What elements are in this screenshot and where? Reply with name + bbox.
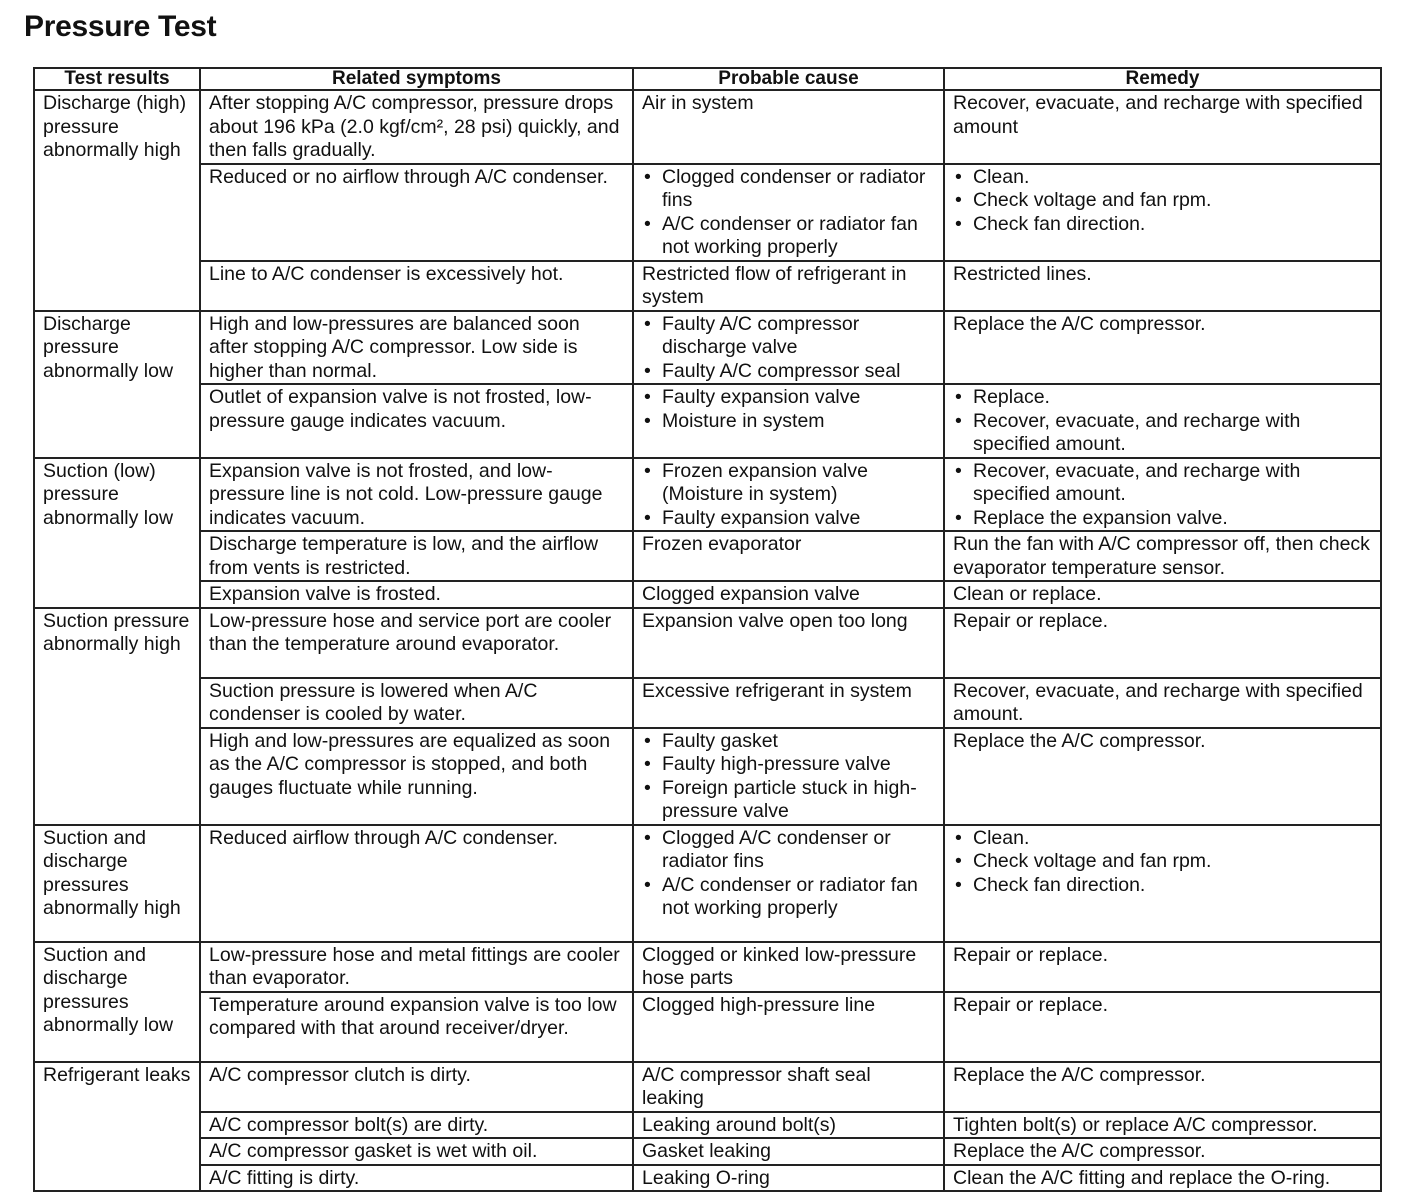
cause-list <box>642 730 935 824</box>
remedy-list-item: • Recover, evacuate, and recharge with specified amount. <box>953 410 1372 457</box>
symptom-cell: A/C fitting is dirty. <box>200 1165 633 1192</box>
header-test-results: Test results <box>34 68 200 90</box>
test-result-cell: Suction and discharge pressures abnormally high <box>34 825 200 942</box>
remedy-list-item: • Replace. <box>953 386 1372 410</box>
cause-cell: Leaking around bolt(s) <box>633 1112 944 1139</box>
table-row <box>34 458 1381 532</box>
table-row <box>34 992 1381 1062</box>
table-row <box>34 581 1381 608</box>
table-row <box>34 678 1381 728</box>
symptom-cell: High and low-pressures are equalized as soon as the A/C compressor is stopped, and both gauges fluctuate while running. <box>200 728 633 825</box>
remedy-list-item: • Clean. <box>953 827 1372 851</box>
cause-list-item: • Faulty A/C compressor seal <box>642 360 935 384</box>
cause-cell: Air in system <box>633 90 944 164</box>
symptom-cell: Expansion valve is not frosted, and low-pressure line is not cold. Low-pressure gauge indicates vacuum. <box>200 458 633 532</box>
remedy-cell: Run the fan with A/C compressor off, then check evaporator temperature sensor. <box>944 531 1381 581</box>
remedy-cell <box>944 825 1381 942</box>
symptom-cell: A/C compressor clutch is dirty. <box>200 1062 633 1112</box>
cause-list-item: • Moisture in system <box>642 410 935 434</box>
symptom-cell: Low-pressure hose and metal fittings are cooler than evaporator. <box>200 942 633 992</box>
cause-cell <box>633 311 944 385</box>
table-row <box>34 1062 1381 1112</box>
cause-cell <box>633 458 944 532</box>
table-row <box>34 164 1381 261</box>
test-result-cell: Discharge pressure abnormally low <box>34 311 200 458</box>
symptom-cell: Outlet of expansion valve is not frosted, low-pressure gauge indicates vacuum. <box>200 384 633 458</box>
cause-list <box>642 460 935 531</box>
header-row <box>34 68 1381 90</box>
cause-list <box>642 386 935 433</box>
remedy-cell: Restricted lines. <box>944 261 1381 311</box>
cause-cell: Restricted flow of refrigerant in system <box>633 261 944 311</box>
cause-list-item: • A/C condenser or radiator fan not working properly <box>642 213 935 260</box>
remedy-list-item: • Replace the expansion valve. <box>953 507 1372 531</box>
remedy-cell: Replace the A/C compressor. <box>944 728 1381 825</box>
symptom-cell: High and low-pressures are balanced soon after stopping A/C compressor. Low side is higher than normal. <box>200 311 633 385</box>
remedy-cell: Replace the A/C compressor. <box>944 311 1381 385</box>
remedy-cell: Tighten bolt(s) or replace A/C compressor. <box>944 1112 1381 1139</box>
header-probable-cause: Probable cause <box>633 68 944 90</box>
remedy-list <box>953 386 1372 457</box>
symptom-cell: Temperature around expansion valve is too low compared with that around receiver/dryer. <box>200 992 633 1062</box>
cause-cell <box>633 384 944 458</box>
cause-list <box>642 313 935 384</box>
table-row <box>34 531 1381 581</box>
remedy-list-item: • Recover, evacuate, and recharge with specified amount. <box>953 460 1372 507</box>
cause-list-item: • Faulty gasket <box>642 730 935 754</box>
cause-list-item: • A/C condenser or radiator fan not working properly <box>642 874 935 921</box>
symptom-cell: Low-pressure hose and service port are cooler than the temperature around evaporator. <box>200 608 633 678</box>
test-result-cell: Suction (low) pressure abnormally low <box>34 458 200 608</box>
table-row <box>34 311 1381 385</box>
remedy-list <box>953 460 1372 531</box>
cause-cell: Expansion valve open too long <box>633 608 944 678</box>
table-body <box>34 90 1381 1191</box>
cause-cell: A/C compressor shaft seal leaking <box>633 1062 944 1112</box>
table-row <box>34 384 1381 458</box>
remedy-cell: Replace the A/C compressor. <box>944 1138 1381 1165</box>
cause-cell: Clogged high-pressure line <box>633 992 944 1062</box>
remedy-cell: Repair or replace. <box>944 942 1381 992</box>
cause-cell: Leaking O-ring <box>633 1165 944 1192</box>
pressure-test-table <box>33 67 1382 1192</box>
remedy-list-item: • Check fan direction. <box>953 874 1372 898</box>
cause-cell <box>633 728 944 825</box>
table-row <box>34 942 1381 992</box>
remedy-cell: Repair or replace. <box>944 992 1381 1062</box>
remedy-cell <box>944 164 1381 261</box>
header-remedy: Remedy <box>944 68 1381 90</box>
symptom-cell: Suction pressure is lowered when A/C condenser is cooled by water. <box>200 678 633 728</box>
table-row <box>34 1138 1381 1165</box>
remedy-list-item: • Check fan direction. <box>953 213 1372 237</box>
remedy-list-item: • Check voltage and fan rpm. <box>953 189 1372 213</box>
table-row <box>34 1165 1381 1192</box>
remedy-cell: Recover, evacuate, and recharge with specified amount <box>944 90 1381 164</box>
test-result-cell: Refrigerant leaks <box>34 1062 200 1192</box>
header-related-symptoms: Related symptoms <box>200 68 633 90</box>
remedy-cell: Replace the A/C compressor. <box>944 1062 1381 1112</box>
cause-cell: Gasket leaking <box>633 1138 944 1165</box>
cause-list-item: • Frozen expansion valve (Moisture in system) <box>642 460 935 507</box>
cause-cell: Clogged expansion valve <box>633 581 944 608</box>
remedy-cell <box>944 384 1381 458</box>
symptom-cell: Reduced airflow through A/C condenser. <box>200 825 633 942</box>
cause-cell <box>633 825 944 942</box>
cause-list-item: • Faulty A/C compressor discharge valve <box>642 313 935 360</box>
cause-list <box>642 166 935 260</box>
cause-cell <box>633 164 944 261</box>
cause-list <box>642 827 935 921</box>
table-row <box>34 825 1381 942</box>
cause-list-item: • Clogged A/C condenser or radiator fins <box>642 827 935 874</box>
symptom-cell: Reduced or no airflow through A/C condenser. <box>200 164 633 261</box>
test-result-cell: Discharge (high) pressure abnormally high <box>34 90 200 311</box>
remedy-list-item: • Check voltage and fan rpm. <box>953 850 1372 874</box>
table-row <box>34 261 1381 311</box>
cause-list-item: • Faulty high-pressure valve <box>642 753 935 777</box>
symptom-cell: Expansion valve is frosted. <box>200 581 633 608</box>
remedy-cell: Clean or replace. <box>944 581 1381 608</box>
table-row <box>34 1112 1381 1139</box>
cause-list-item: • Clogged condenser or radiator fins <box>642 166 935 213</box>
remedy-cell: Clean the A/C fitting and replace the O-ring. <box>944 1165 1381 1192</box>
cause-cell: Frozen evaporator <box>633 531 944 581</box>
symptom-cell: Discharge temperature is low, and the airflow from vents is restricted. <box>200 531 633 581</box>
remedy-list <box>953 827 1372 898</box>
cause-list-item: • Foreign particle stuck in high-pressure valve <box>642 777 935 824</box>
cause-cell: Clogged or kinked low-pressure hose parts <box>633 942 944 992</box>
remedy-cell: Recover, evacuate, and recharge with specified amount. <box>944 678 1381 728</box>
table-row <box>34 728 1381 825</box>
symptom-cell: After stopping A/C compressor, pressure drops about 196 kPa (2.0 kgf/cm², 28 psi) quickly, and then falls gradually. <box>200 90 633 164</box>
test-result-cell: Suction pressure abnormally high <box>34 608 200 825</box>
table-row <box>34 608 1381 678</box>
table-row <box>34 90 1381 164</box>
page-title: Pressure Test <box>24 10 217 43</box>
remedy-list-item: • Clean. <box>953 166 1372 190</box>
symptom-cell: A/C compressor gasket is wet with oil. <box>200 1138 633 1165</box>
test-result-cell: Suction and discharge pressures abnormally low <box>34 942 200 1062</box>
remedy-cell: Repair or replace. <box>944 608 1381 678</box>
cause-cell: Excessive refrigerant in system <box>633 678 944 728</box>
symptom-cell: Line to A/C condenser is excessively hot. <box>200 261 633 311</box>
remedy-list <box>953 166 1372 237</box>
cause-list-item: • Faulty expansion valve <box>642 386 935 410</box>
remedy-cell <box>944 458 1381 532</box>
cause-list-item: • Faulty expansion valve <box>642 507 935 531</box>
symptom-cell: A/C compressor bolt(s) are dirty. <box>200 1112 633 1139</box>
